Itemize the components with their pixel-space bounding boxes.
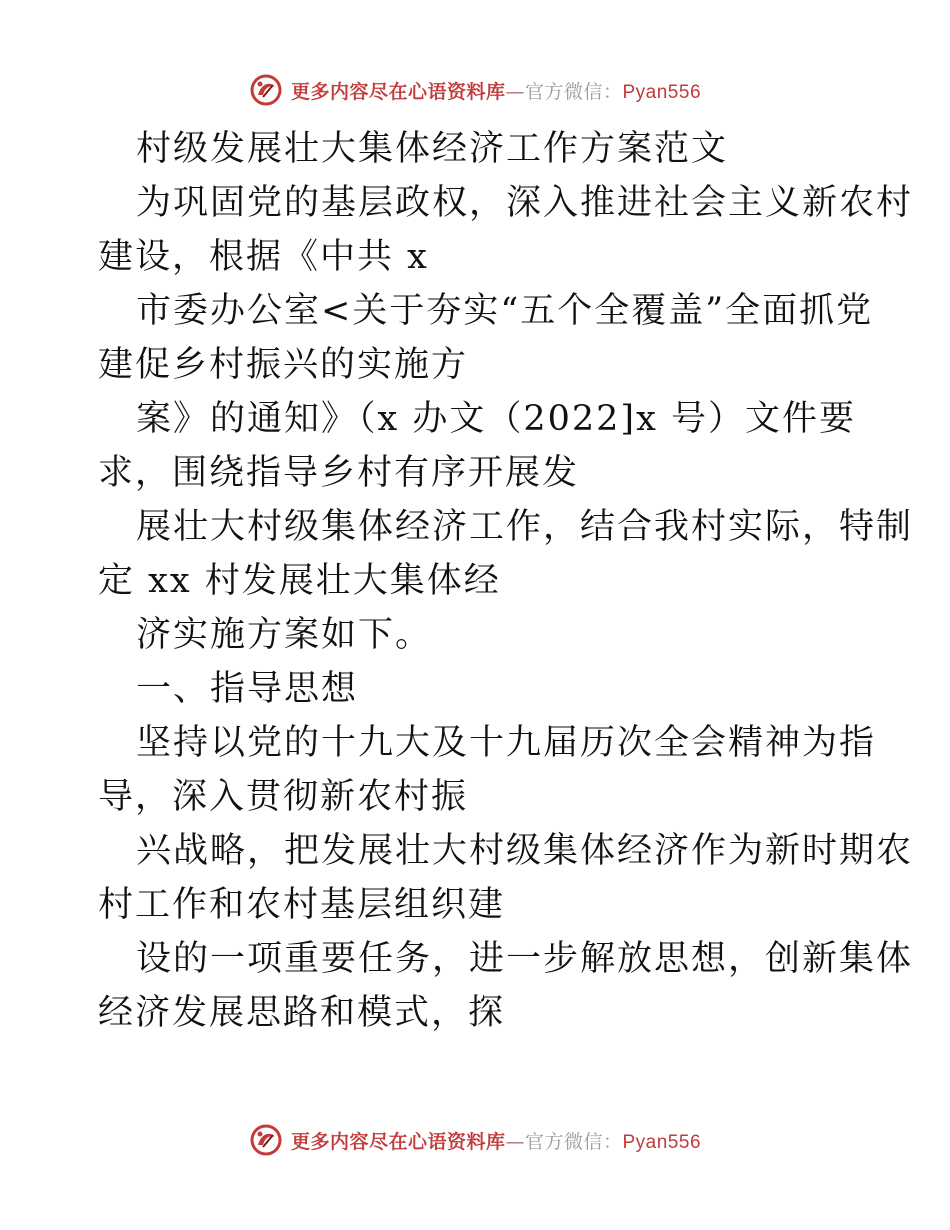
paragraph-line: 济实施方案如下。 bbox=[136, 615, 433, 655]
document-body bbox=[98, 122, 914, 1040]
paragraph-line: 兴战略，把发展壮大村级集体经济作为新时期农 bbox=[136, 831, 914, 871]
paragraph-line: 村工作和农村基层组织建 bbox=[98, 885, 506, 925]
footer-contact-label: 官方微信： bbox=[524, 1130, 623, 1153]
footer-banner bbox=[0, 1120, 950, 1160]
paragraph-line: 求，围绕指导乡村有序开展发 bbox=[98, 453, 580, 493]
section-heading: 一、指导思想 bbox=[136, 669, 359, 709]
paragraph-line: 为巩固党的基层政权，深入推进社会主义新农村 bbox=[136, 183, 914, 223]
document-title: 村级发展壮大集体经济工作方案范文 bbox=[136, 129, 729, 169]
footer-separator: — bbox=[505, 1130, 525, 1153]
paragraph-line: 定 xx 村发展壮大集体经 bbox=[98, 561, 501, 601]
paragraph-line: 经济发展思路和模式，探 bbox=[98, 993, 506, 1033]
paragraph-line: 建促乡村振兴的实施方 bbox=[98, 345, 469, 385]
footer-brand: 更多内容尽在心语资料库 bbox=[290, 1130, 506, 1153]
paragraph-line: 展壮大村级集体经济工作，结合我村实际，特制 bbox=[136, 507, 914, 547]
footer-banner-text bbox=[291, 1127, 701, 1154]
header-contact-id: Pyan556 bbox=[622, 81, 702, 103]
header-separator: — bbox=[505, 80, 525, 103]
paragraph-line: 坚持以党的十九大及十九届历次全会精神为指 bbox=[136, 723, 877, 763]
paragraph-line: 设的一项重要任务，进一步解放思想，创新集体 bbox=[136, 939, 914, 979]
header-banner bbox=[0, 70, 950, 110]
paragraph-line: 市委办公室<关于夯实“五个全覆盖”全面抓党 bbox=[136, 291, 874, 331]
paragraph-line: 建设，根据《中共 x bbox=[98, 237, 429, 277]
paragraph-line: 导，深入贯彻新农村振 bbox=[98, 777, 469, 817]
header-banner-text bbox=[291, 77, 701, 104]
footer-contact-id: Pyan556 bbox=[622, 1131, 702, 1153]
red-swirl-logo-icon bbox=[249, 1123, 283, 1157]
header-contact-label: 官方微信： bbox=[524, 80, 623, 103]
paragraph-line: 案》的通知》（x 办文（2022]x 号）文件要 bbox=[136, 399, 856, 439]
red-swirl-logo-icon bbox=[249, 73, 283, 107]
header-brand: 更多内容尽在心语资料库 bbox=[290, 80, 506, 103]
